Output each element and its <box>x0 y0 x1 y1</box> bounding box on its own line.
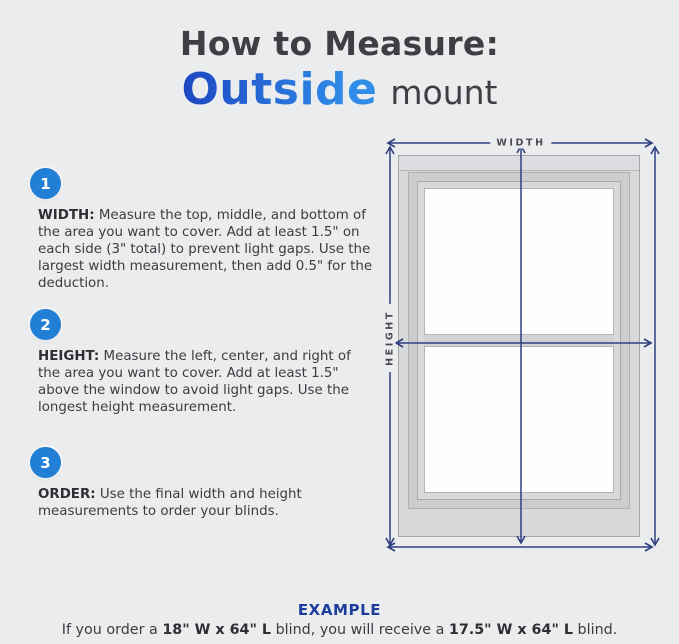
step-1-lead: WIDTH: <box>38 208 95 223</box>
step-2-text <box>38 348 376 416</box>
step-3-lead: ORDER: <box>38 487 96 502</box>
step-1-body: Measure the top, middle, and bottom of the area you want to cover. Add at least 1.5" on each side (3" total) to prevent light gaps. Use the largest width measurement, then add 0.5" for the deduction. <box>38 208 373 291</box>
page-subtitle <box>0 64 679 115</box>
step-2 <box>30 309 376 416</box>
step-1-badge <box>30 168 61 199</box>
example-receive-size: 17.5" W x 64" L <box>448 622 573 638</box>
step-3-text <box>38 486 376 520</box>
measurement-arrows <box>375 125 667 557</box>
example-heading: EXAMPLE <box>297 601 382 619</box>
height-dimension-label: HEIGHT <box>385 304 396 372</box>
step-1-text <box>38 207 376 292</box>
example-middle: blind, you will receive a <box>271 622 449 638</box>
example-block <box>0 601 679 638</box>
window-diagram <box>375 125 667 557</box>
example-sentence <box>0 622 679 638</box>
example-prefix: If you order a <box>61 622 163 638</box>
step-2-badge <box>30 309 61 340</box>
subtitle-highlight: Outside <box>181 64 378 115</box>
step-1 <box>30 168 376 292</box>
step-3 <box>30 447 376 520</box>
step-2-number: 2 <box>40 315 51 334</box>
width-dimension-label: WIDTH <box>490 138 551 149</box>
step-1-number: 1 <box>40 174 51 193</box>
subtitle-rest: mount <box>390 73 498 112</box>
step-2-lead: HEIGHT: <box>38 349 100 364</box>
step-3-number: 3 <box>40 453 51 472</box>
title-block <box>0 24 679 115</box>
step-3-badge <box>30 447 61 478</box>
step-3-body: Use the final width and height measurements to order your blinds. <box>38 487 302 519</box>
step-2-body: Measure the left, center, and right of the area you want to cover. Add at least 1.5" above the window to avoid light gaps. Use the longest height measurement. <box>38 349 351 415</box>
example-order-size: 18" W x 64" L <box>162 622 272 638</box>
page-title: How to Measure: <box>179 24 500 63</box>
example-suffix: blind. <box>573 622 618 638</box>
